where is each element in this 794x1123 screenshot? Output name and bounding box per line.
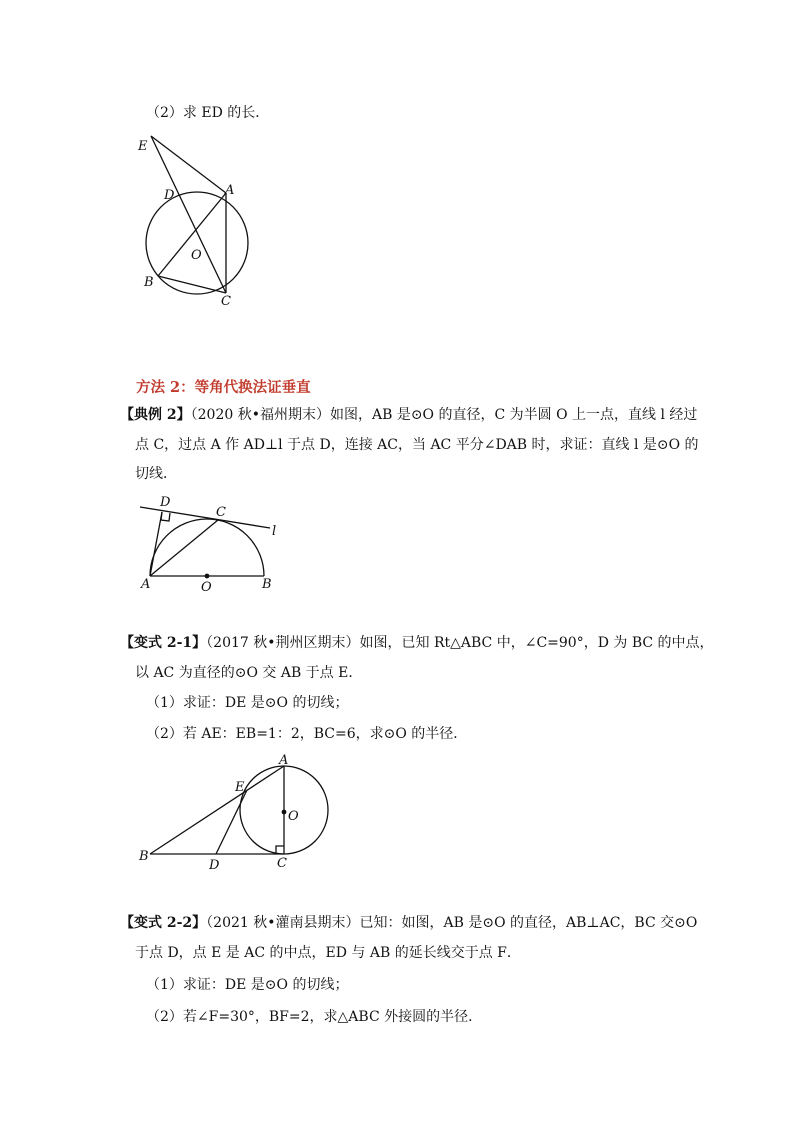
variant-2-2-source: （2021 秋•灌南县期末） <box>206 915 360 931</box>
variant-2-2-text-1: 已知：如图，AB 是⊙O 的直径，AB⊥AC，BC 交⊙O <box>359 915 698 931</box>
segment-ba <box>150 766 284 854</box>
variant-2-2-question-2: （2）若∠F=30°，BF=2，求△ABC 外接圆的半径． <box>146 1009 483 1025</box>
label-d: D <box>209 858 220 873</box>
variant-2-1-question-1: （1）求证：DE 是⊙O 的切线； <box>146 695 349 711</box>
example-2-line-2: 点 C，过点 A 作 AD⊥l 于点 D，连接 AC，当 AC 平分∠DAB 时，求证：直线 l 是⊙O 的 <box>135 437 699 453</box>
question-part-2: （2）求 ED 的长． <box>146 105 270 121</box>
label-e: E <box>235 780 245 795</box>
example-2-tag: 【典例 2】 <box>120 407 191 423</box>
variant-2-2-question-1: （1）求证：DE 是⊙O 的切线； <box>146 977 349 993</box>
label-b: B <box>144 275 154 290</box>
right-angle-mark-c <box>276 846 284 854</box>
label-a: A <box>141 577 151 592</box>
variant-2-1-question-2: （2）若 AE：EB=1：2，BC=6，求⊙O 的半径． <box>146 726 468 742</box>
variant-2-1-tag: 【变式 2-1】 <box>120 635 207 651</box>
label-o: O <box>201 580 212 595</box>
label-o: O <box>191 248 202 263</box>
label-e: E <box>138 139 148 154</box>
label-l: l <box>272 524 277 539</box>
method-2-heading: 方法 2：等角代换法证垂直 <box>136 379 311 396</box>
variant-2-1-text-1: 如图，已知 Rt△ABC 中，∠C=90°，D 为 BC 的中点， <box>359 635 714 651</box>
label-a: A <box>225 183 235 198</box>
label-d: D <box>160 495 171 510</box>
center-point-o <box>282 810 287 815</box>
variant-2-2-line-2: 于点 D，点 E 是 AC 的中点，ED 与 AB 的延长线交于点 F． <box>135 945 521 961</box>
variant-2-1-line-2: 以 AC 为直径的⊙O 交 AB 于点 E． <box>135 665 363 681</box>
variant-2-2-line-1 <box>120 913 697 933</box>
label-c: C <box>216 505 226 520</box>
variant-2-2-tag: 【变式 2-2】 <box>120 915 207 931</box>
label-b: B <box>262 577 272 592</box>
example-2-text-1: 如图，AB 是⊙O 的直径，C 为半圆 O 上一点，直线 l 经过 <box>329 407 698 423</box>
label-d: D <box>164 188 175 203</box>
label-o: O <box>288 809 299 824</box>
label-c: C <box>277 856 287 871</box>
label-b: B <box>139 849 149 864</box>
segment-de <box>216 790 247 854</box>
example-2-source: （2020 秋•福州期末） <box>190 407 330 423</box>
label-c: C <box>221 294 231 309</box>
label-a: A <box>279 753 289 768</box>
example-2-line-3: 切线． <box>135 466 177 482</box>
variant-2-1-source: （2017 秋•荆州区期末） <box>206 635 360 651</box>
